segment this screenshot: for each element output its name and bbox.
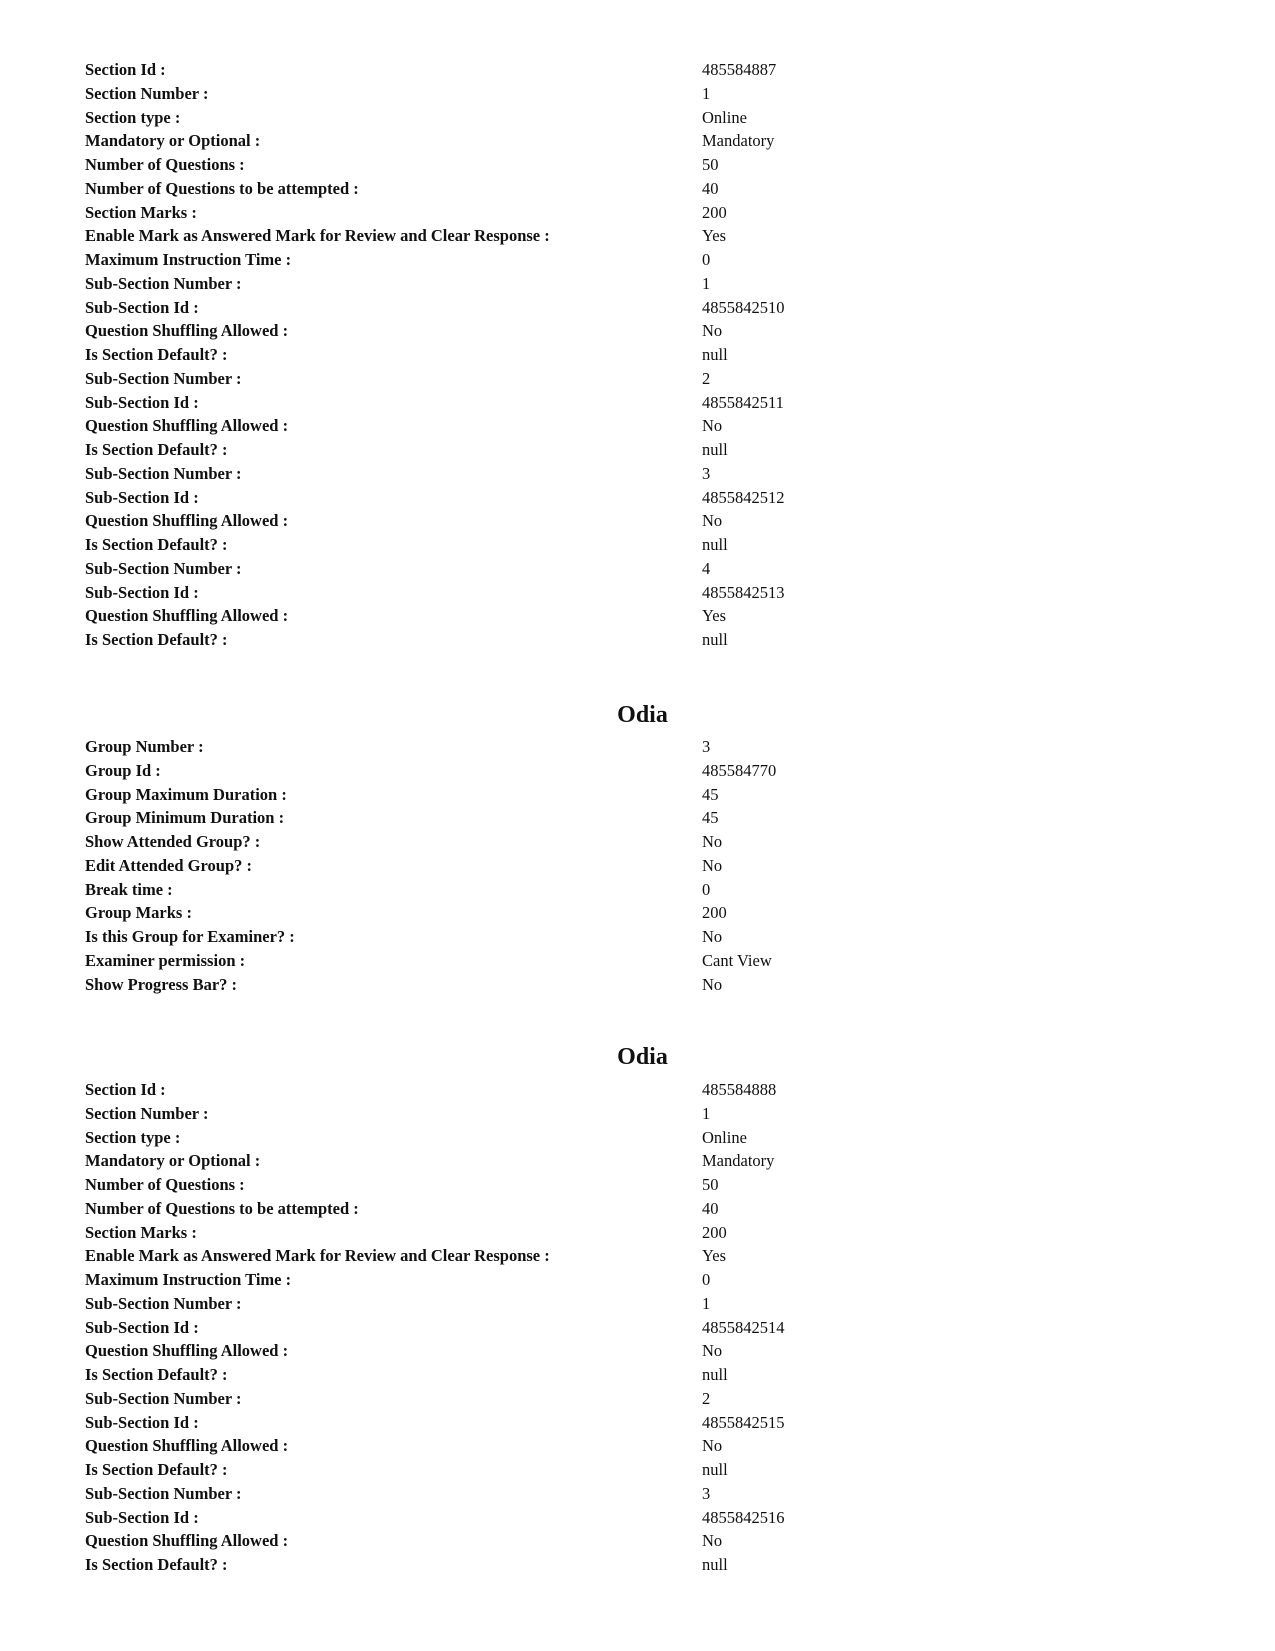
field-label: Sub-Section Id : [85,487,199,507]
field-value: 485584887 [702,60,777,79]
field-value: 1 [702,83,711,103]
field-value: 4855842511 [702,392,784,412]
field-label: Section Id : [85,1080,166,1099]
field-label: Question Shuffling Allowed : [85,606,289,626]
detail-row [0,462,1275,486]
field-label: Sub-Section Number : [85,368,242,388]
field-value: No [702,974,723,994]
field-label: Sub-Section Number : [85,1293,242,1313]
detail-row [0,1363,1275,1387]
field-value: 4855842516 [702,1507,785,1527]
detail-row [0,1316,1275,1340]
detail-row [0,1553,1275,1577]
field-value: null [702,1365,728,1384]
section-1-details [0,58,1275,652]
field-value: 200 [702,1222,727,1242]
field-label: Sub-Section Number : [85,463,242,483]
detail-row [0,581,1275,605]
field-label: Sub-Section Id : [85,1412,199,1432]
field-value: Mandatory [702,131,775,151]
field-value: 4855842512 [702,487,785,507]
field-label: Question Shuffling Allowed : [85,511,289,531]
field-value: 40 [702,1198,719,1218]
detail-row [0,1529,1275,1553]
detail-row [0,1292,1275,1316]
field-label: Mandatory or Optional : [85,131,261,151]
field-value: 200 [702,202,727,222]
detail-row [0,201,1275,225]
field-label: Number of Questions : [85,155,245,174]
detail-row [0,1173,1275,1197]
field-label: Enable Mark as Answered Mark for Review and Clear Response : [85,226,550,246]
detail-row [0,1411,1275,1435]
detail-row [0,628,1275,652]
field-label: Maximum Instruction Time : [85,1270,292,1289]
field-label: Is Section Default? : [85,440,228,459]
field-value: 0 [702,250,711,269]
field-value: 4 [702,558,711,578]
field-label: Section Marks : [85,1222,197,1242]
field-value: Yes [702,606,727,626]
field-label: Sub-Section Id : [85,392,199,412]
detail-row [0,1339,1275,1363]
field-label: Section Marks : [85,202,197,222]
field-label: Sub-Section Id : [85,1317,199,1337]
detail-row [0,82,1275,106]
field-label: Is Section Default? : [85,345,228,364]
field-label: Question Shuffling Allowed : [85,321,289,341]
field-label: Is Section Default? : [85,630,228,649]
detail-row [0,367,1275,391]
field-label: Sub-Section Id : [85,582,199,602]
field-value: 1 [702,1293,711,1313]
detail-row [0,248,1275,272]
field-value: 200 [702,903,727,923]
field-value: No [702,416,723,436]
detail-row [0,319,1275,343]
field-label: Sub-Section Number : [85,273,242,293]
detail-row [0,272,1275,296]
field-label: Enable Mark as Answered Mark for Review and Clear Response : [85,1246,550,1266]
field-value: Online [702,107,747,127]
field-label: Edit Attended Group? : [85,855,253,875]
detail-row [0,783,1275,807]
field-label: Number of Questions : [85,1175,245,1194]
field-label: Sub-Section Id : [85,1507,199,1527]
field-value: null [702,1460,728,1479]
field-label: Group Id : [85,760,161,780]
field-label: Is Section Default? : [85,535,228,554]
field-value: null [702,1555,728,1574]
field-value: No [702,927,723,946]
field-label: Is this Group for Examiner? : [85,927,295,946]
section-2-details [0,1078,1275,1577]
detail-row [0,343,1275,367]
field-label: Group Maximum Duration : [85,784,287,804]
field-value: 485584888 [702,1080,777,1099]
field-label: Is Section Default? : [85,1555,228,1574]
field-value: No [702,1436,723,1456]
detail-row [0,1482,1275,1506]
detail-row [0,1149,1275,1173]
field-value: 2 [702,1388,711,1408]
field-label: Group Marks : [85,903,192,923]
field-label: Question Shuffling Allowed : [85,1341,289,1361]
field-value: 4855842515 [702,1412,785,1432]
field-value: null [702,535,728,554]
field-label: Show Attended Group? : [85,832,261,851]
detail-row [0,296,1275,320]
field-value: 0 [702,879,711,899]
detail-row [0,224,1275,248]
detail-row [0,973,1275,997]
field-value: null [702,630,728,649]
detail-row [0,509,1275,533]
field-value: 485584770 [702,760,777,780]
field-value: Yes [702,1246,727,1266]
detail-row [0,438,1275,462]
detail-row [0,1197,1275,1221]
field-label: Question Shuffling Allowed : [85,1531,289,1551]
field-label: Section Number : [85,83,209,103]
field-label: Number of Questions to be attempted : [85,178,359,198]
detail-row [0,177,1275,201]
detail-row [0,1506,1275,1530]
field-value: 1 [702,273,711,293]
field-label: Group Number : [85,737,204,756]
detail-row [0,58,1275,82]
section-2-heading: Odia [617,1044,668,1070]
detail-row [0,414,1275,438]
field-value: No [702,1531,723,1551]
detail-row [0,1387,1275,1411]
field-value: 4855842510 [702,297,785,317]
detail-row [0,1458,1275,1482]
field-value: No [702,855,723,875]
detail-row [0,735,1275,759]
field-label: Examiner permission : [85,950,246,970]
detail-row [0,533,1275,557]
field-label: Section Id : [85,60,166,79]
field-label: Group Minimum Duration : [85,808,285,828]
field-label: Section type : [85,107,181,127]
field-label: Show Progress Bar? : [85,974,238,994]
field-value: 50 [702,155,719,174]
detail-row [0,949,1275,973]
field-label: Is Section Default? : [85,1460,228,1479]
field-label: Question Shuffling Allowed : [85,1436,289,1456]
detail-row [0,557,1275,581]
detail-row [0,830,1275,854]
detail-row [0,391,1275,415]
detail-row [0,901,1275,925]
detail-row [0,925,1275,949]
detail-row [0,878,1275,902]
field-value: Online [702,1127,747,1147]
field-label: Sub-Section Number : [85,1388,242,1408]
field-label: Sub-Section Number : [85,558,242,578]
detail-row [0,1268,1275,1292]
detail-row [0,1244,1275,1268]
field-label: Section Number : [85,1103,209,1123]
field-label: Maximum Instruction Time : [85,250,292,269]
detail-row [0,604,1275,628]
field-label: Sub-Section Number : [85,1483,242,1503]
detail-row [0,806,1275,830]
field-label: Number of Questions to be attempted : [85,1198,359,1218]
field-label: Break time : [85,879,173,899]
detail-row [0,153,1275,177]
field-value: 45 [702,784,719,804]
field-label: Mandatory or Optional : [85,1151,261,1171]
field-value: No [702,832,723,851]
field-value: 0 [702,1270,711,1289]
detail-row [0,129,1275,153]
field-value: 1 [702,1103,711,1123]
field-value: No [702,321,723,341]
field-value: 3 [702,1483,711,1503]
detail-row [0,486,1275,510]
field-value: No [702,511,723,531]
detail-row [0,1102,1275,1126]
field-value: 4855842513 [702,582,785,602]
field-label: Is Section Default? : [85,1365,228,1384]
detail-row [0,854,1275,878]
detail-row [0,759,1275,783]
field-value: 3 [702,737,711,756]
field-label: Question Shuffling Allowed : [85,416,289,436]
field-value: Cant View [702,950,772,970]
detail-row [0,1434,1275,1458]
group-details [0,735,1275,996]
field-value: null [702,345,728,364]
field-label: Sub-Section Id : [85,297,199,317]
field-value: 2 [702,368,711,388]
field-value: 3 [702,463,711,483]
field-value: null [702,440,728,459]
group-heading: Odia [617,702,668,728]
detail-row [0,1221,1275,1245]
field-value: Yes [702,226,727,246]
field-value: Mandatory [702,1151,775,1171]
field-value: 40 [702,178,719,198]
field-value: 4855842514 [702,1317,785,1337]
detail-row [0,106,1275,130]
field-label: Section type : [85,1127,181,1147]
field-value: 45 [702,808,719,828]
field-value: 50 [702,1175,719,1194]
field-value: No [702,1341,723,1361]
detail-row [0,1078,1275,1102]
detail-row [0,1126,1275,1150]
